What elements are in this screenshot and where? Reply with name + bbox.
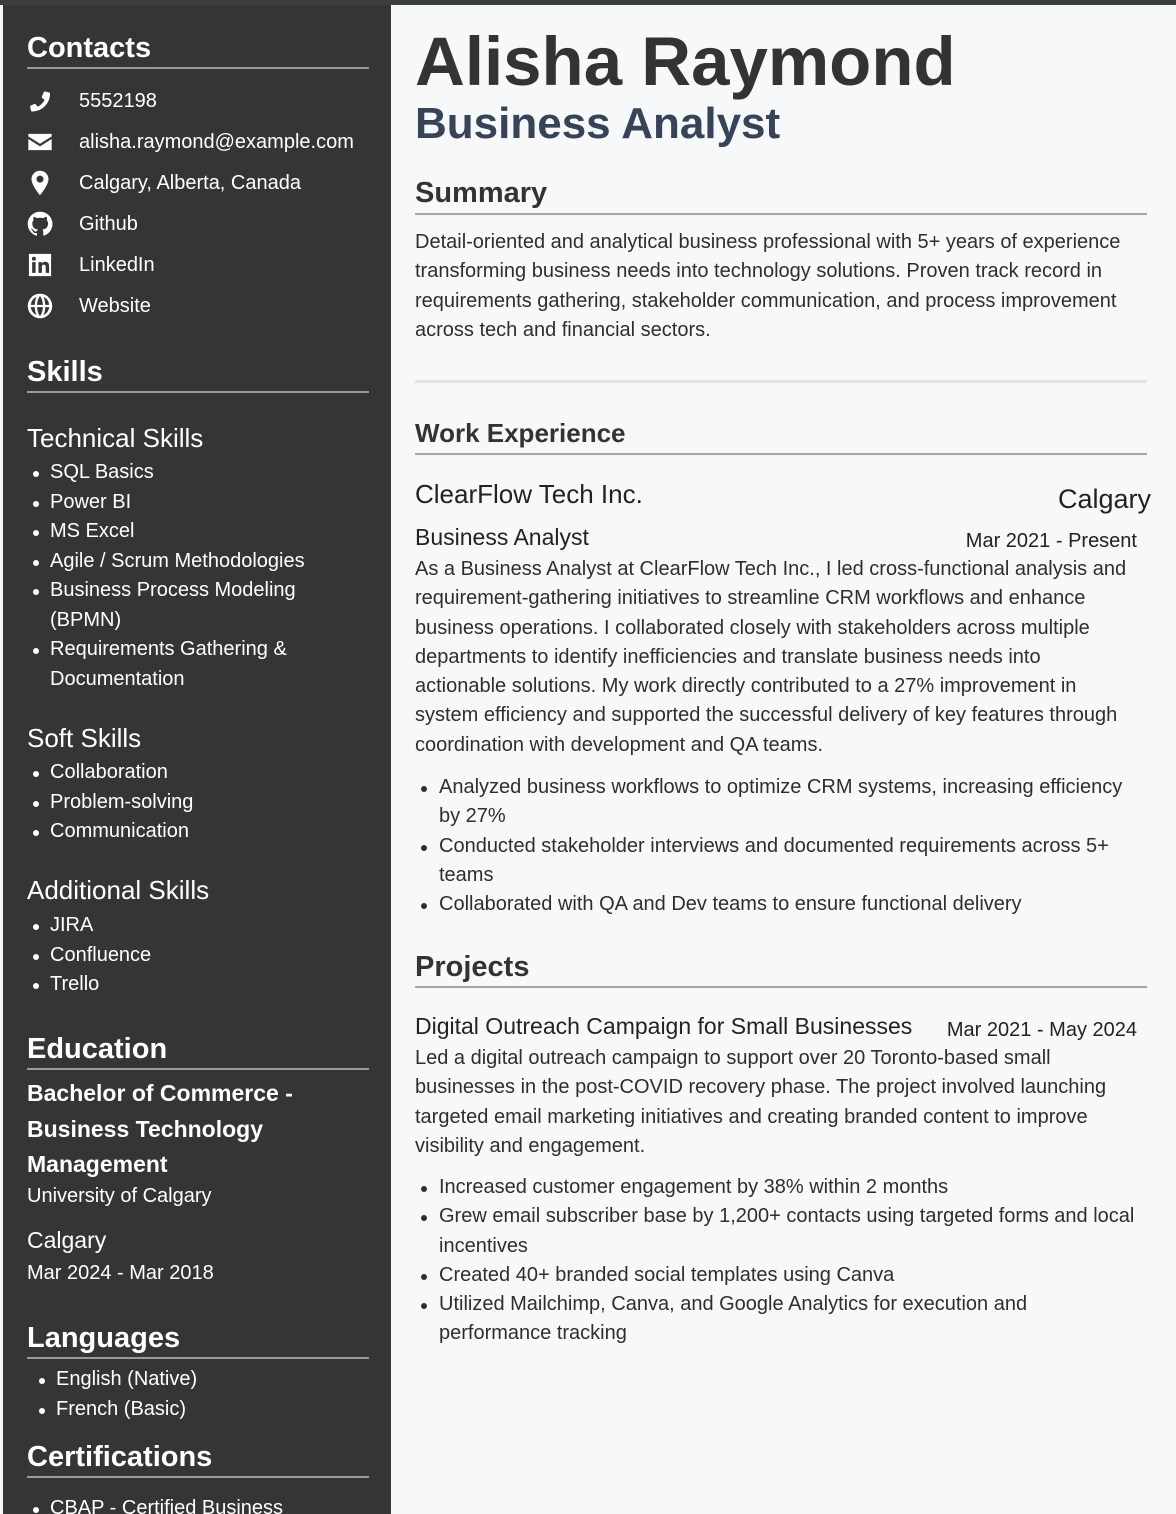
- contact-linkedin[interactable]: [25, 250, 155, 280]
- contact-email-text: alisha.raymond@example.com: [79, 130, 354, 153]
- list-item: Conducted stakeholder interviews and documented requirements across 5+ teams: [415, 832, 1135, 891]
- education-school: University of Calgary: [27, 1185, 212, 1207]
- experience-bullets: [415, 773, 1135, 919]
- languages-heading: Languages: [27, 1321, 369, 1359]
- list-item: JIRA: [29, 911, 349, 941]
- skills-heading: Skills: [27, 355, 369, 393]
- list-item: Created 40+ branded social templates using Canva: [415, 1261, 1135, 1290]
- project-name: Digital Outreach Campaign for Small Businesses: [415, 1013, 913, 1039]
- contact-linkedin-text: LinkedIn: [79, 253, 155, 276]
- education-degree: Bachelor of Commerce - Business Technology Management: [27, 1080, 293, 1177]
- position-dates: Mar 2021 - Present: [965, 530, 1137, 552]
- projects-heading: Projects: [415, 951, 1147, 988]
- summary-heading: Summary: [415, 177, 1147, 215]
- list-item: Collaborated with QA and Dev teams to ensure functional delivery: [415, 890, 1135, 919]
- candidate-role: Business Analyst: [415, 99, 781, 148]
- list-item: SQL Basics: [29, 458, 349, 488]
- soft-skills-heading: Soft Skills: [27, 723, 142, 753]
- certifications-heading: Certifications: [27, 1440, 369, 1478]
- languages-list: [35, 1365, 355, 1424]
- list-item: CBAP - Certified Business: [29, 1494, 349, 1514]
- technical-skills-heading: Technical Skills: [27, 423, 204, 453]
- list-item: Increased customer engagement by 38% within 2 months: [415, 1173, 1135, 1202]
- contact-location: [25, 168, 301, 198]
- soft-skills-list: [29, 758, 349, 847]
- experience-description: As a Business Analyst at ClearFlow Tech Inc., I led cross-functional analysis and requirement-gathering initiatives to streamline CRM workflows and enhance business operations. I collaborated closely with stakeholders across multiple departments to identify inefficiencies and translate business needs into actionable solutions. My work directly contributed to a 27% improvement in system efficiency and supported the successful delivery of key features through coordination with development and QA teams.: [415, 558, 1127, 756]
- globe-icon: [25, 291, 57, 321]
- certifications-list: [29, 1494, 349, 1514]
- education-city: Calgary: [27, 1227, 107, 1253]
- list-item: Power BI: [29, 488, 349, 518]
- github-icon: [25, 209, 57, 239]
- phone-icon: [25, 86, 57, 116]
- contact-website-text: Website: [79, 294, 151, 317]
- education-dates: Mar 2024 - Mar 2018: [27, 1262, 214, 1284]
- additional-skills-heading: Additional Skills: [27, 875, 210, 905]
- candidate-name: Alisha Raymond: [415, 23, 956, 100]
- list-item: Communication: [29, 817, 349, 847]
- list-item: MS Excel: [29, 517, 349, 547]
- list-item: Collaboration: [29, 758, 349, 788]
- summary-text: Detail-oriented and analytical business professional with 5+ years of experience transforming business needs into technology solutions. Proven track record in requirements gathering, stakeholder communication, and process improvement across tech and financial sectors.: [415, 231, 1121, 341]
- contact-location-text: Calgary, Alberta, Canada: [79, 171, 301, 194]
- education-heading: Education: [27, 1032, 369, 1070]
- company-name: ClearFlow Tech Inc.: [415, 479, 643, 509]
- project-description: Led a digital outreach campaign to support over 20 Toronto-based small businesses in the post-COVID recovery phase. The project involved launching targeted email marketing initiatives and creating branded content to improve visibility and engagement.: [415, 1047, 1107, 1157]
- position-title: Business Analyst: [415, 524, 589, 550]
- list-item: Grew email subscriber base by 1,200+ contacts using targeted forms and local incentives: [415, 1202, 1135, 1261]
- additional-skills-list: [29, 911, 349, 1000]
- technical-skills-list: [29, 458, 349, 694]
- list-item: Business Process Modeling (BPMN): [29, 576, 319, 635]
- contact-phone-text: 5552198: [79, 89, 157, 112]
- project-bullets: [415, 1173, 1135, 1349]
- contact-github-text: Github: [79, 212, 138, 235]
- sidebar: [3, 5, 391, 1514]
- contact-phone[interactable]: [25, 86, 157, 116]
- map-pin-icon: [25, 168, 57, 198]
- list-item: Agile / Scrum Methodologies: [29, 547, 349, 577]
- project-dates: Mar 2021 - May 2024: [946, 1019, 1137, 1041]
- list-item: English (Native): [35, 1365, 355, 1395]
- contact-website[interactable]: [25, 291, 151, 321]
- list-item: Trello: [29, 970, 349, 1000]
- contact-email[interactable]: [25, 127, 354, 157]
- work-experience-heading: Work Experience: [415, 418, 1147, 455]
- list-item: Utilized Mailchimp, Canva, and Google Analytics for execution and performance tracking: [415, 1290, 1135, 1349]
- contacts-heading: Contacts: [27, 31, 369, 69]
- company-location: Calgary: [1057, 484, 1151, 514]
- list-item: French (Basic): [35, 1395, 355, 1425]
- linkedin-icon: [25, 250, 57, 280]
- list-item: Requirements Gathering & Documentation: [29, 635, 319, 694]
- list-item: Confluence: [29, 941, 349, 971]
- envelope-icon: [25, 127, 57, 157]
- contact-github[interactable]: [25, 209, 138, 239]
- section-divider: [415, 380, 1147, 383]
- list-item: Problem-solving: [29, 788, 349, 818]
- list-item: Analyzed business workflows to optimize CRM systems, increasing efficiency by 27%: [415, 773, 1135, 832]
